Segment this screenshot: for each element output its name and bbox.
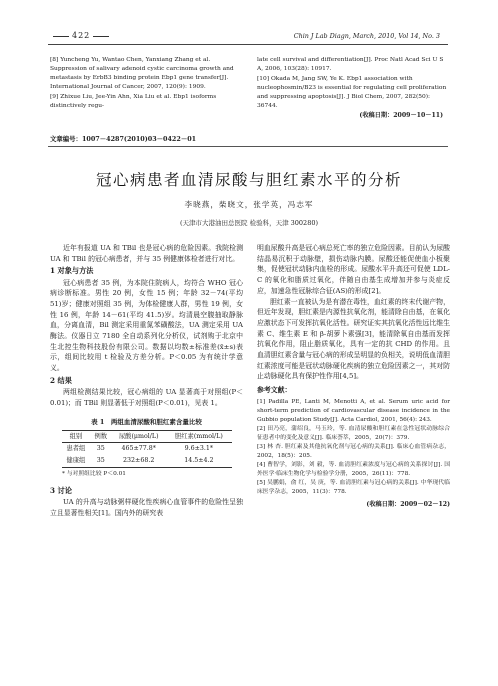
table-header-cell: 例数: [90, 430, 111, 443]
discussion-paragraph: 胆红素一直被认为是有潜在毒性，血红素的终末代谢产物，但近年发现，胆红素是内源性抗氧化剂，能清除自由基，在氧化应激状态下可发挥抗氧化活性。研究证实其抗氧化活性远比维生素 C、维生素 E 和 β-胡萝卜素强[3]，能清除氧自由基而发挥抗氧化作用，阻止脂质氧化，具有一定的抗 CHD 的作用。且血清胆红素含量与冠心病的形成呈明显的负相关，说明低血清胆红素浓度可能是冠状动脉硬化疾病的独立危险因素之一，其对防止动脉硬化具有保护性作用[4,5]。: [257, 297, 450, 381]
journal-running-header: Chin J Lab Diagn, March, 2010, Vol 14, No. 3: [293, 32, 440, 40]
previous-article-references-left: [50, 56, 245, 112]
header-rule: [48, 44, 448, 45]
table-cell: 35: [96, 445, 105, 453]
table-cell: 9.6±3.1*: [184, 445, 214, 453]
table-title: 表 1 两组血清尿酸和胆红素含量比较: [91, 418, 202, 427]
author-affiliation: (天津市大港油田总医院 检验科，天津 300280): [179, 219, 319, 227]
table-cell: 35: [90, 455, 111, 467]
results-paragraph: 两组检测结果比较，冠心病组的 UA 显著高于对照组(P＜0.01)；而 TBil 则显著低于对照组(P＜0.01)，见表 1。: [50, 388, 243, 407]
reference-item: [1] Padilla PE, Lanti M, Menotti A, et al. Serum uric acid for short-term prediction of cardiovascular disease incidence in the Gubbio population Study[J]. Acta Cardiol, 2001, 56(4): 243.: [257, 398, 450, 423]
reference-item: [3] 林 杏. 胆红素及其他抗氧化剂与冠心病的关系[J]. 临床心血管病杂志，2002，18(5)：205.: [257, 443, 450, 459]
reference-list: [257, 398, 450, 497]
methods-paragraph: 冠心病患者 35 例，为本院住院病人，均符合 WHO 冠心病诊断标准。男性 20 例，女性 15 例；年龄 32－74(平均 51)岁；健康对照组 35 例，为体检健康人群，男性 19 例，女性 16 例，年龄 14－61(平均 41.5)岁。均清晨空腹抽取静脉血，分离血清，Bil 测定采用重氮苯磺酸法，UA 测定采用 UA 酶法。仪器日立 7180 全自动系列化分析仪，试剂购于北京中生北控生物科技股份有限公司。数据以均数±标准差(x̄±s)表示，组间比较用 t 检验及方差分析。P＜0.05 为有统计学意义。: [50, 278, 243, 373]
section-heading-methods: 1 对象与方法: [50, 266, 94, 276]
reference-item: [2] 田乃亮，蒲绍良，马玉玲，等. 血清尿酸和胆红素在急性冠状动脉综合征患者中的变化及意义[J]. 临床荟萃，2005，20(7)：379.: [257, 425, 450, 441]
previous-received-date: (收稿日期：2009－10－11): [359, 112, 443, 119]
intro-paragraph: 近年有报道 UA 和 TBil 也是冠心病的危险因素。我院检测 UA 和 TBil 的冠心病患者，并与 35 例健康体检者进行对比。: [50, 244, 243, 263]
article-title: 冠心病患者血清尿酸与胆红素水平的分析: [95, 171, 402, 189]
reference-item: [4] 曹智学，刘影，刘 毅，等. 血清胆红素浓度与冠心病的关系探讨[J]. 国外医学·临床生物化学与检验学分册，2005，26(11)：778.: [257, 461, 450, 477]
references-heading: 参考文献：: [257, 386, 292, 395]
section-heading-discussion: 3 讨论: [50, 485, 72, 495]
table-row: [62, 455, 232, 467]
page-number: 422: [50, 30, 112, 41]
table-header-cell: 组别: [62, 430, 91, 443]
section-heading-results: 2 结果: [50, 375, 72, 385]
table-cell: 232±68.2: [111, 455, 166, 467]
table-cell: 健康组: [62, 455, 91, 467]
reference-item: [10] Okada M, Jang SW, Ye K. Ebp1 association with nucleophosmin/B23 is essential for regulating cell proliferation and suppressing apoptosis[J]. J Biol Chem, 2007, 282(50): 36744.: [257, 75, 447, 109]
table-cell: 14.5±4.2: [166, 455, 231, 467]
table-cell: 患者组: [66, 445, 86, 453]
table-header-cell: 胆红素(mmol/L): [166, 430, 231, 443]
reference-item: late cell survival and differentiation[J]. Proc Natl Acad Sci U S A, 2006, 103(28): 10917.: [257, 57, 444, 72]
article-authors: 李晓燕，柴晓文，张学英，冯志军: [184, 200, 314, 209]
table-row: [62, 443, 232, 455]
table-footnote: * 与对照组比较 P＜0.01: [62, 470, 126, 477]
article-number: 文章编号：1007－4287(2010)03－0422－01: [50, 135, 197, 143]
discussion-paragraph: UA 的升高与动脉粥样硬化性疾病心血管事件的危险性呈独立且显著性相关[1]。国内外的研究表: [50, 497, 243, 517]
table-header-cell: 尿酸(μmol/L): [111, 430, 166, 443]
results-table: [62, 430, 232, 468]
discussion-paragraph: 明血尿酸升高是冠心病总死亡率的独立危险因素。目前认为尿酸结晶易沉积于动脉壁，损伤动脉内膜。尿酸还能促使血小板聚集，促使冠状动脉内血栓的形成。尿酸水平升高还可促使 LDL-C 的氧化和脂质过氧化，伴随自由基生成增加并参与炎症反应，加速急性冠脉综合征(AS)的形成[2]。: [257, 244, 450, 295]
reference-item: [8] Yuncheng Yu, Wantao Chen, Yanxiang Zhang et al. Suppression of salivary adenoid cystic carcinoma growth and metastasis by ErbB3 binding protein Ebp1 gene transfer[J]. International Journal of Cancer, 2007, 120(9): 1909.: [50, 57, 234, 90]
body-column-left: [50, 243, 243, 518]
table-cell: 465±77.8*: [121, 445, 156, 453]
article-rule: [48, 146, 448, 147]
received-date: (收稿日期：2009－02－12): [366, 500, 450, 508]
reference-item: [9] Zhixue Liu, Jee-Yin Ahn, Xia Liu et al. Ebp1 isoforms distinctively regu-: [50, 93, 217, 109]
reference-item: [5] 吴鹏娟，俞 红，吴 庚，等. 血清胆红素与冠心病的关系[J]. 中华现代临床医学杂志，2005，11(3)：778.: [257, 479, 450, 495]
body-column-right: [257, 243, 450, 509]
previous-article-references-right: [257, 56, 450, 112]
